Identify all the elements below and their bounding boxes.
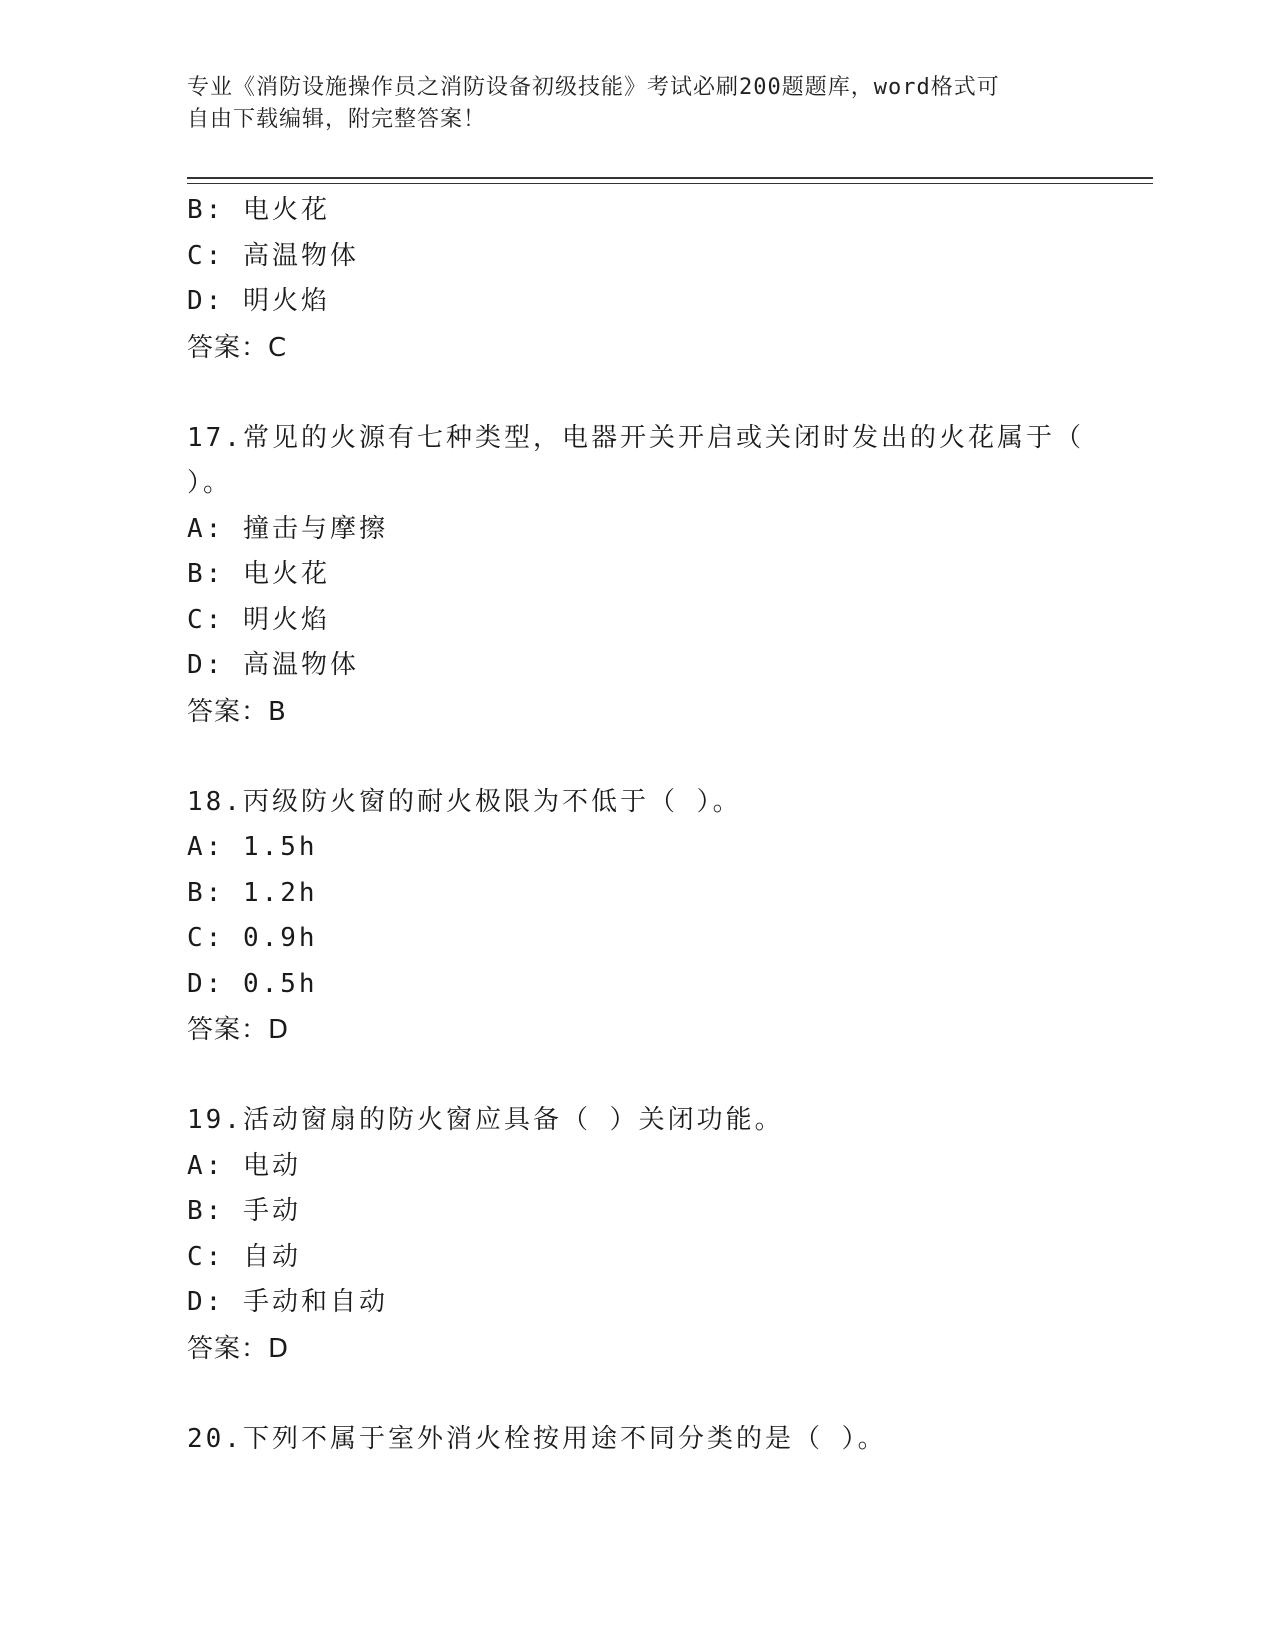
header-line-2: 自由下载编辑，附完整答案！ (187, 107, 487, 132)
option-a: A: 电动 (187, 1150, 301, 1181)
answer: 答案：D (187, 1015, 290, 1045)
option-c: C: 自动 (187, 1241, 301, 1272)
answer: 答案：B (187, 696, 287, 727)
option-c: C: 0.9h (187, 923, 318, 953)
question-text: 19.活动窗扇的防火窗应具备（ ）关闭功能。 (187, 1105, 784, 1135)
question-18 (187, 780, 1087, 1054)
option-d: D: 明火焰 (187, 286, 330, 316)
option-b: B: 1.2h (187, 877, 318, 908)
document-body (187, 188, 1087, 1462)
question-text: 18.丙级防火窗的耐火极限为不低于（ ）。 (187, 786, 742, 817)
option-b: B: 电火花 (187, 559, 330, 589)
option-c: C: 明火焰 (187, 604, 330, 635)
question-20 (187, 1417, 1087, 1463)
document-header (187, 72, 1087, 136)
option-d: D: 高温物体 (187, 650, 359, 680)
option-d: D: 手动和自动 (187, 1287, 388, 1317)
header-rule-thin (187, 183, 1153, 184)
question-19 (187, 1098, 1087, 1372)
question-text-cont: ）。 (187, 468, 233, 498)
option-d: D: 0.5h (187, 968, 318, 999)
question-text: 17.常见的火源有七种类型，电器开关开启或关闭时发出的火花属于（ (187, 422, 1084, 453)
answer: 答案：C (187, 332, 288, 363)
header-rule-thick (187, 177, 1153, 179)
question-17 (187, 416, 1087, 735)
question-16-continuation (187, 188, 1087, 371)
option-c: C: 高温物体 (187, 240, 359, 271)
answer: 答案：D (187, 1333, 290, 1364)
question-text: 20.下列不属于室外消火栓按用途不同分类的是（ ）。 (187, 1423, 887, 1454)
option-a: A: 撞击与摩擦 (187, 513, 388, 544)
option-b: B: 电火花 (187, 195, 330, 225)
option-a: A: 1.5h (187, 832, 318, 862)
header-line-1: 专业《消防设施操作员之消防设备初级技能》考试必刷200题题库，word格式可 (187, 75, 1000, 100)
option-b: B: 手动 (187, 1196, 301, 1226)
